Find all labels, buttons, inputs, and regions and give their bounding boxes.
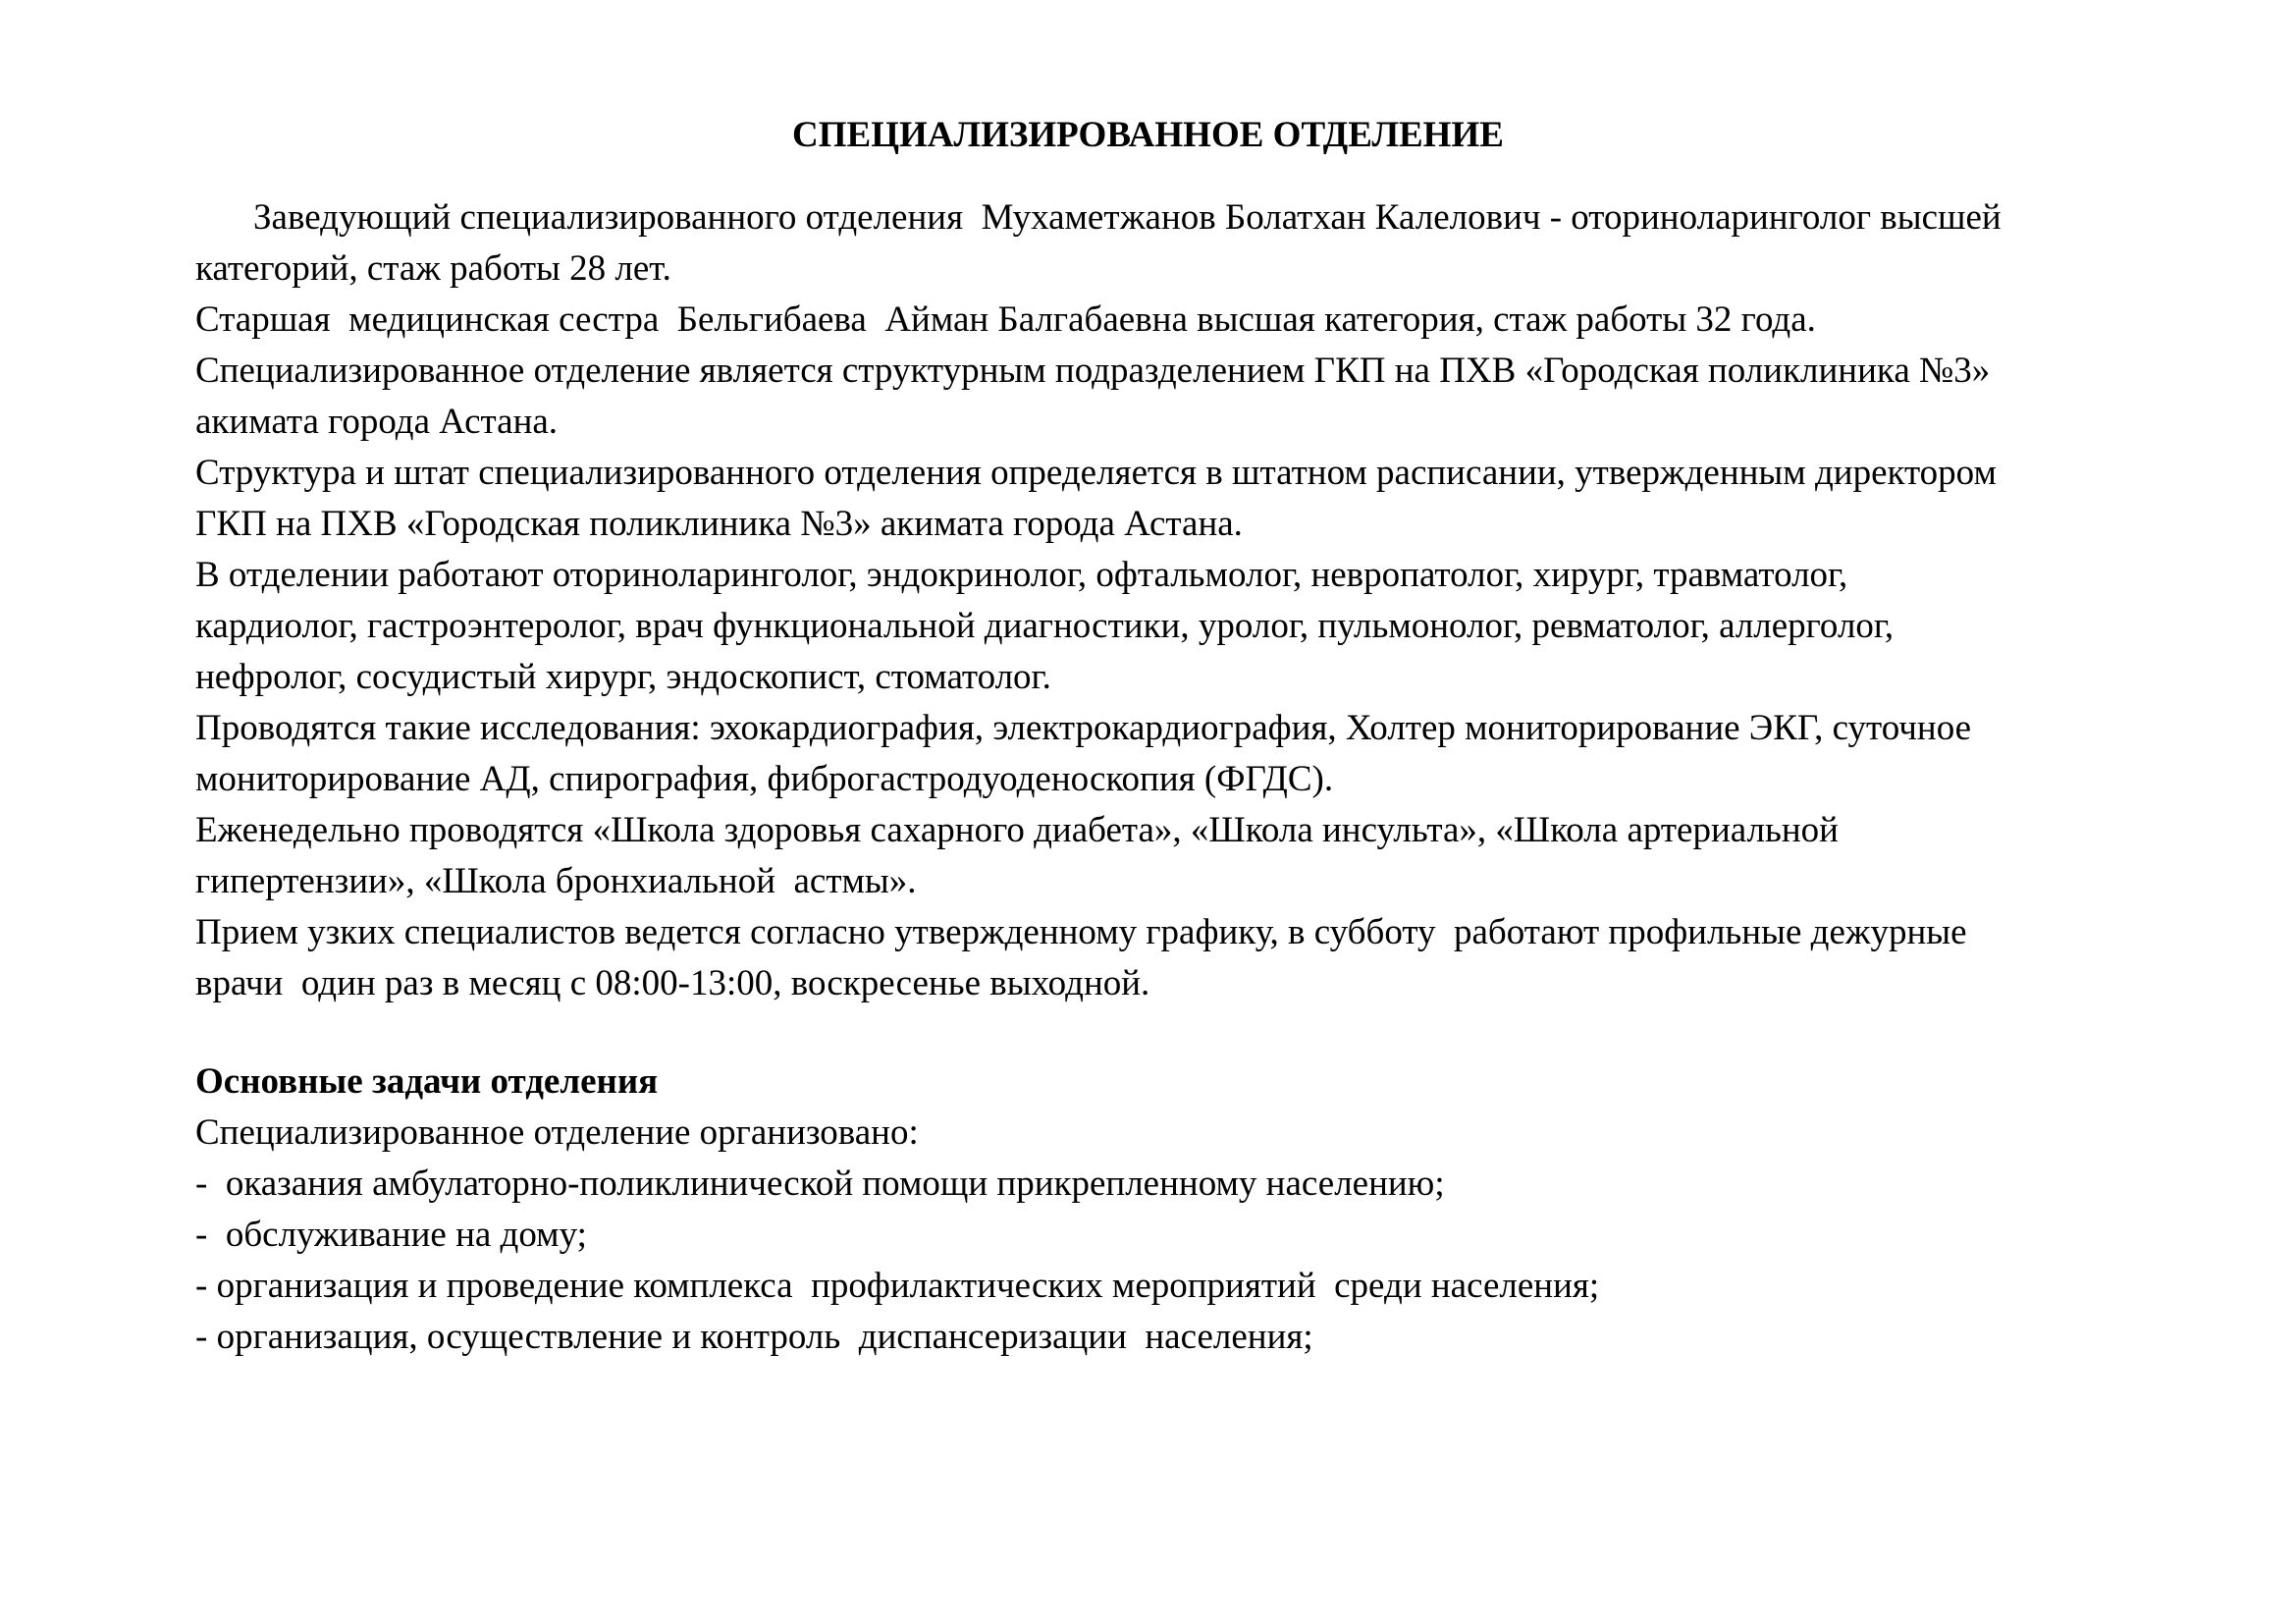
paragraph-line: Старшая медицинская сестра Бельгибаева Айман Балгабаевна высшая категория, стаж работы 32 года. (195, 299, 1816, 340)
paragraph-line: В отделении работают оториноларинголог, эндокринолог, офтальмолог, невропатолог, хирург, травматолог, (195, 555, 1848, 595)
paragraph-line: Еженедельно проводятся «Школа здоровья сахарного диабета», «Школа инсульта», «Школа артериальной (195, 810, 1839, 850)
paragraph-line: Прием узких специалистов ведется согласно утвержденному графику, в субботу работают профильные дежурные (195, 912, 1967, 952)
document-title: СПЕЦИАЛИЗИРОВАННОЕ ОТДЕЛЕНИЕ (792, 115, 1504, 155)
paragraph-line: нефролог, сосудистый хирург, эндоскопист, стоматолог. (195, 657, 1051, 697)
paragraph-line: ГКП на ПХВ «Городская поликлиника №3» акимата города Астана. (195, 504, 1243, 544)
task-item: - обслуживание на дому; (195, 1215, 587, 1255)
task-item: - оказания амбулаторно-поликлинической помощи прикрепленному населению; (195, 1164, 1445, 1204)
paragraph-line: акимата города Астана. (195, 402, 559, 442)
tasks-heading: Основные задачи отделения (195, 1061, 659, 1102)
paragraph-line: Заведующий специализированного отделения Мухаметжанов Болатхан Калелович - оториноларинголог высшей (253, 197, 2002, 238)
paragraph-line: кардиолог, гастроэнтеролог, врач функциональной диагностики, уролог, пульмонолог, ревматолог, аллерголог, (195, 606, 1895, 646)
task-item: - организация, осуществление и контроль диспансеризации населения; (195, 1317, 1313, 1357)
tasks-intro: Специализированное отделение организовано: (195, 1112, 919, 1153)
task-item: - организация и проведение комплекса профилактических мероприятий среди населения; (195, 1266, 1600, 1306)
paragraph-line: категорий, стаж работы 28 лет. (195, 248, 671, 289)
paragraph-line: гипертензии», «Школа бронхиальной астмы». (195, 861, 917, 901)
paragraph-line: Структура и штат специализированного отделения определяется в штатном расписании, утвержденным директором (195, 453, 1997, 493)
paragraph-line: мониторирование АД, спирография, фиброгастродуоденоскопия (ФГДС). (195, 759, 1334, 799)
paragraph-line: врачи один раз в месяц с 08:00-13:00, воскресенье выходной. (195, 963, 1150, 1003)
paragraph-line: Проводятся такие исследования: эхокардиография, электрокардиография, Холтер мониторирование ЭКГ, суточное (195, 708, 1972, 748)
paragraph-line: Специализированное отделение является структурным подразделением ГКП на ПХВ «Городская поликлиника №3» (195, 351, 1991, 391)
